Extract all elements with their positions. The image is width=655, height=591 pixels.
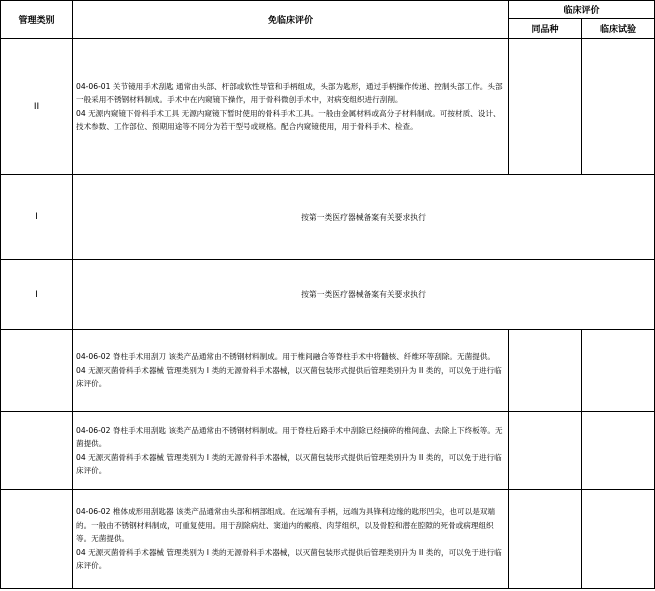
description-cell — [73, 330, 509, 412]
table-row — [1, 412, 655, 490]
description-cell — [73, 39, 509, 175]
same-product-cell — [509, 412, 582, 490]
clinical-trial-cell — [582, 490, 655, 589]
clinical-trial-cell — [582, 39, 655, 175]
table-row — [1, 39, 655, 175]
description-paragraph: 04-06-01 关节镜用手术刮匙 通常由头部、杆部或软性导管和手柄组成，头部为匙形，通过手柄操作传递、控制头部工作。头部一般采用不锈钢材料制成。手术中在内窥镜下操作，用于骨科微创手术中，对病变组织进行刮削。 — [76, 81, 503, 104]
header-exempt: 免临床评价 — [73, 1, 509, 39]
category-cell: II — [1, 39, 73, 175]
description-paragraph: 04 无源内窥镜下骨科手术工具 无源内窥镜下暂时使用的骨科手术工具。一般由金属材料或高分子材料制成。可按材质、设计、技术参数、工作部位、预期用途等不同分为若干型号或规格。配合内窥镜使用，用于骨科手术、检查。 — [76, 108, 501, 131]
category-cell — [1, 412, 73, 490]
table-row — [1, 490, 655, 589]
filing-requirement-cell: 按第一类医疗器械备案有关要求执行 — [73, 175, 655, 260]
description-paragraph: 04-06-02 脊柱手术用刮刀 该类产品通常由不锈钢材料制成。用于椎间融合等脊柱手术中将髓核、纤维环等刮除。无菌提供。 — [76, 352, 495, 362]
clinical-trial-cell — [582, 412, 655, 490]
description-paragraph: 04 无源灭菌骨科手术器械 管理类别为 I 类的无源骨科手术器械，以灭菌包装形式提供后管理类别升为 II 类的，可以免于进行临床评价。 — [76, 547, 502, 571]
category-cell: I — [1, 260, 73, 330]
header-same-product: 同品种 — [509, 19, 582, 39]
description-cell — [73, 412, 509, 490]
description-cell — [73, 490, 509, 589]
table-row — [1, 175, 655, 260]
same-product-cell — [509, 490, 582, 589]
header-clinical-trial: 临床试验 — [582, 19, 655, 39]
description-paragraph: 04 无源灭菌骨科手术器械 管理类别为 I 类的无源骨科手术器械，以灭菌包装形式提供后管理类别升为 II 类的，可以免于进行临床评价。 — [76, 452, 502, 475]
description-paragraph: 04-06-02 椎体成形用刮匙器 该类产品通常由头部和柄部组成。在远端有手柄，远端为具锋利边缘的匙形凹尖，也可以是双端的。一般由不锈钢材料制成，可重复使用。用于刮除病灶、窦道内的瘢痕、肉芽组织，以及骨腔和潜在腔隙的死骨或病理组织等。无菌提供。 — [76, 507, 495, 544]
category-cell — [1, 490, 73, 589]
same-product-cell — [509, 330, 582, 412]
description-paragraph: 04-06-02 脊柱手术用刮匙 该类产品通常由不锈钢材料制成。用于脊柱后路手术中刮除已经摘碎的椎间盘、去除上下终板等。无菌提供。 — [76, 425, 503, 448]
header-category: 管理类别 — [1, 1, 73, 39]
filing-requirement-cell: 按第一类医疗器械备案有关要求执行 — [73, 260, 655, 330]
header-clinical: 临床评价 — [509, 1, 655, 19]
same-product-cell — [509, 39, 582, 175]
clinical-trial-cell — [582, 330, 655, 412]
table-row — [1, 260, 655, 330]
description-paragraph: 04 无源灭菌骨科手术器械 管理类别为 I 类的无源骨科手术器械，以灭菌包装形式提供后管理类别升为 II 类的，可以免于进行临床评价。 — [76, 365, 502, 389]
category-cell: I — [1, 175, 73, 260]
category-cell — [1, 330, 73, 412]
table-row — [1, 330, 655, 412]
